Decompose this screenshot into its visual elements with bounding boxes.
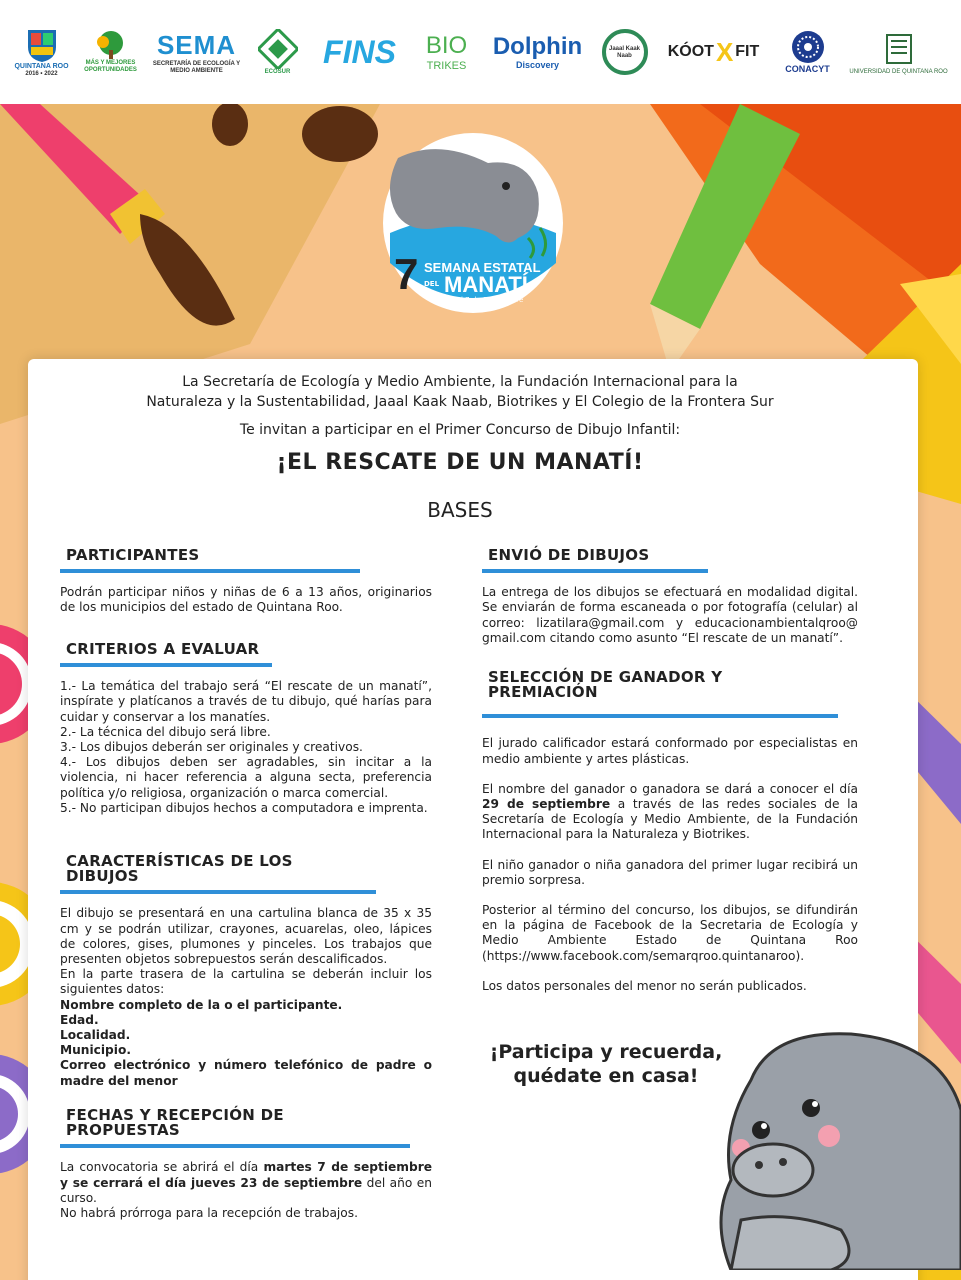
- ecosur-glyph-icon: [258, 29, 298, 69]
- criterios-item: 1.- La temática del trabajo será “El rescate de un manatí”, inspírate y platícanos a través de tu dibujo, qué harías para cuidar y conservar a los manatíes.: [60, 679, 432, 724]
- participantes-text: Podrán participar niños y niñas de 6 a 13 años, originarios de los municipios del estado de Quintana Roo.: [60, 585, 432, 615]
- university-crest-icon: [881, 29, 917, 69]
- logo-mas-mejores-oportunidades: MÁS Y MEJORES OPORTUNIDADES: [82, 30, 140, 73]
- criterios-item: 3.- Los dibujos deberán ser originales y creativos.: [60, 740, 363, 755]
- seleccion-jurado: El jurado calificador estará conformado por especialistas en medio ambiente y artes plásticas.: [482, 736, 858, 766]
- main-title: ¡EL RESCATE DE UN MANATÍ!: [276, 450, 644, 475]
- seleccion-difusion: Posterior al término del concurso, los dibujos, se difundirán en la página de Facebook de la Secretaria de Ecología y Medio Ambiente Estado de Quintana Roo (https://www.facebook.com/semarqroo.quintanaroo).: [482, 903, 858, 963]
- logo-universidad-quintana-roo: UNIVERSIDAD DE QUINTANA ROO: [847, 29, 951, 76]
- fechas-heading: FECHAS Y RECEPCIÓN DE PROPUESTAS: [60, 1108, 410, 1148]
- envio-heading: ENVIÓ DE DIBUJOS: [482, 548, 708, 573]
- section-fechas: [60, 1108, 432, 1221]
- logo-dolphin-discovery: Dolphin Discovery: [492, 33, 583, 71]
- caracteristicas-text1: El dibujo se presentará en una cartulina blanca de 35 x 35 cm y se podrán utilizar, crayones, acuarelas, oleo, lápices de colores, gises, plumones y pinceles. Los trabajos que presenten objetos sobrepuestos serán descalificados.: [60, 906, 432, 967]
- intro-text: La Secretaría de Ecología y Medio Ambiente, la Fundación Internacional para la Naturaleza y la Sustentabilidad, Jaaal Kaak Naab, Biotrikes y El Colegio de la Frontera Sur: [146, 374, 774, 410]
- criterios-heading: CRITERIOS A EVALUAR: [60, 642, 272, 667]
- section-caracteristicas: [60, 854, 432, 1089]
- invite-text: Te invitan a participar en el Primer Concurso de Dibujo Infantil:: [239, 422, 681, 438]
- x-mark-icon: X: [715, 36, 734, 67]
- sponsor-logo-bar: [0, 0, 961, 104]
- criterios-item: 4.- Los dibujos deben ser agradables, sin incitar a la violencia, ni hacer referencia a alguna secta, preferencia política y/o religiosa, organización o marca comercial.: [60, 755, 432, 800]
- logo-quintana-roo: QUINTANA ROO 2016 • 2022: [11, 27, 73, 77]
- emblem-dates: 1 al 7 de Septiembre: [450, 296, 524, 304]
- bases-heading: BASES: [427, 498, 493, 522]
- dotted-globe-icon: [790, 29, 826, 65]
- logo-biotrikes: BIO TRIKES: [425, 32, 468, 72]
- data-list-item: Correo electrónico y número telefónico de padre o madre del menor: [60, 1058, 432, 1088]
- manatee-mascot-icon: [711, 1020, 961, 1270]
- logo-sema: SEMA SECRETARÍA DE ECOLOGÍA Y MEDIO AMBIENTE: [152, 29, 241, 74]
- fechas-text: La convocatoria se abrirá el día martes 7 de septiembre y se cerrará el día jueves 23 de septiembre del año en curso.: [60, 1160, 432, 1205]
- seleccion-privacidad: Los datos personales del menor no serán publicados.: [482, 978, 807, 993]
- data-list-item: Localidad.: [60, 1028, 131, 1043]
- tree-icon: [91, 30, 131, 60]
- closing-message: ¡Participa y recuerda, quédate en casa!: [489, 1041, 723, 1087]
- criterios-item: 5.- No participan dibujos hechos a computadora e imprenta.: [60, 800, 428, 815]
- logo-jaaal-kaak-naab: Jaaal Kaak Naab: [600, 29, 650, 75]
- caracteristicas-heading: CARACTERÍSTICAS DE LOS DIBUJOS: [60, 854, 376, 894]
- caracteristicas-text2: En la parte trasera de la cartulina se deberán incluir los siguientes datos:: [60, 967, 432, 997]
- logo-conacyt: CONACYT: [778, 29, 838, 75]
- emblem-line1: SEMANA ESTATAL: [424, 260, 541, 275]
- data-list-item: Nombre completo de la o el participante.: [60, 997, 343, 1012]
- semana-manati-emblem: [378, 118, 568, 318]
- emblem-line3: MANATÍ: [444, 272, 528, 297]
- section-participantes: [60, 548, 432, 616]
- criterios-item: 2.- La técnica del dibujo será libre.: [60, 724, 271, 739]
- data-list-item: Edad.: [60, 1012, 99, 1027]
- seleccion-heading: SELECCIÓN DE GANADOR Y PREMIACIÓN: [488, 668, 723, 702]
- fechas-note: No habrá prórroga para la recepción de trabajos.: [60, 1206, 358, 1221]
- emblem-line2: DEL: [424, 280, 440, 288]
- section-criterios: [60, 642, 432, 816]
- seleccion-anuncio: El nombre del ganador o ganadora se dará a conocer el día 29 de septiembre a través de las redes sociales de la Secretaría de Ecología y Medio Ambiente, de la Fundación Internacional para la Naturaleza y Biotrikes.: [482, 781, 858, 842]
- seleccion-divider: [482, 714, 838, 718]
- data-list-item: Municipio.: [60, 1043, 131, 1058]
- participantes-heading: PARTICIPANTES: [60, 548, 360, 573]
- logo-koot-fit: KÓOT X FIT: [667, 36, 760, 67]
- coat-of-arms-icon: [25, 27, 59, 63]
- envio-text: La entrega de los dibujos se efectuará en modalidad digital. Se enviarán de forma escaneada o por fotografía (celular) al correo: lizatilara@gmail.com y educacionambientalqroo@ gmail.com citando como asunto “El rescate de un manatí”.: [482, 585, 858, 645]
- section-envio: [482, 548, 858, 646]
- logo-fins: FINS: [323, 33, 396, 70]
- section-seleccion: [482, 670, 858, 994]
- logo-ecosur: ECOSUR: [254, 29, 302, 76]
- emblem-number: 7: [394, 250, 419, 299]
- seleccion-premio: El niño ganador o niña ganadora del primer lugar recibirá un premio sorpresa.: [482, 857, 858, 887]
